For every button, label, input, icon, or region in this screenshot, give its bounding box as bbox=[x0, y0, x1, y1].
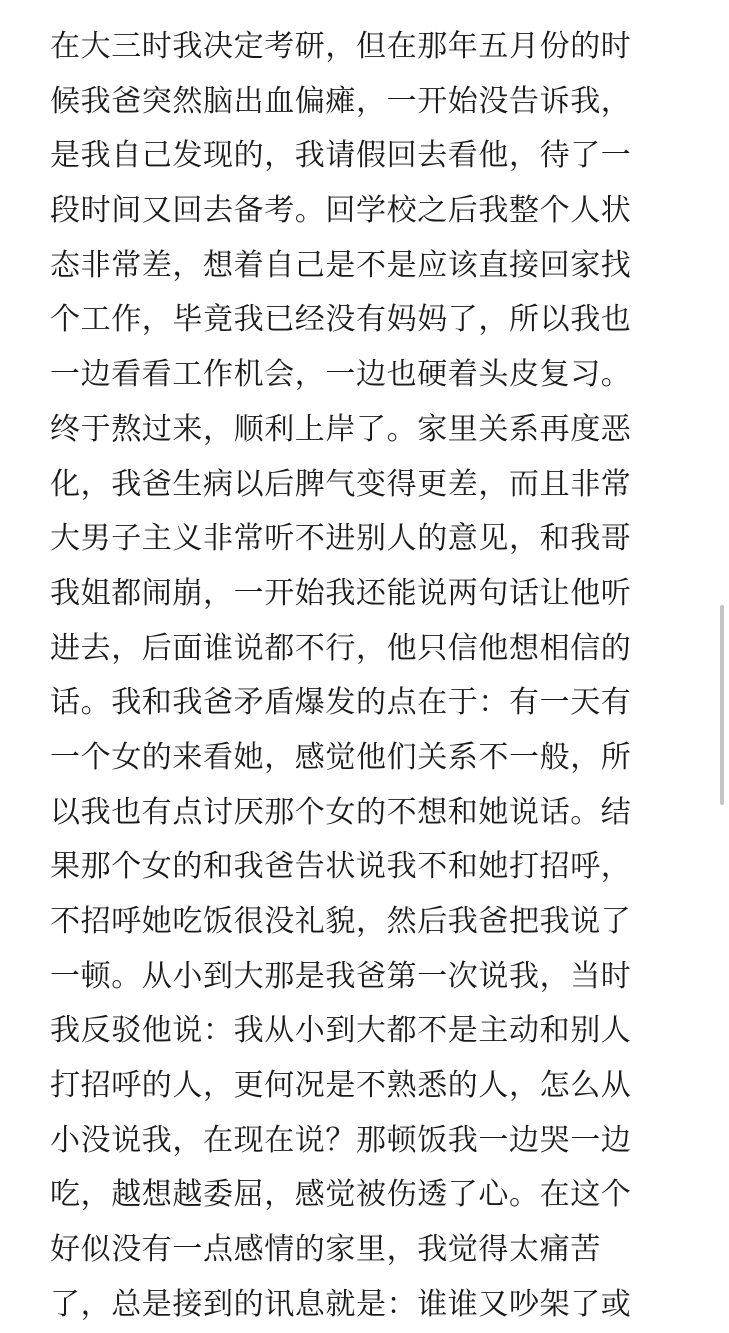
text-line: 果那个女的和我爸告状说我不和她打招呼， bbox=[50, 849, 632, 885]
text-line: 是我自己发现的，我请假回去看他，待了一 bbox=[50, 138, 632, 174]
text-line: 终于熬过来，顺利上岸了。家里关系再度恶 bbox=[50, 411, 632, 447]
text-line: 我反驳他说：我从小到大都不是主动和别人 bbox=[50, 1013, 632, 1049]
text-line: 不招呼她吃饭很没礼貌，然后我爸把我说了 bbox=[50, 904, 632, 939]
text-line: 吃，越想越委屈，感觉被伤透了心。在这个 bbox=[50, 1177, 632, 1213]
text-line: 以我也有点讨厌那个女的不想和她说话。结 bbox=[50, 794, 632, 830]
text-line: 进去，后面谁说都不行，他只信他想相信的 bbox=[50, 630, 632, 666]
text-line: 在大三时我决定考研，但在那年五月份的时 bbox=[50, 29, 632, 64]
scrollbar-thumb[interactable] bbox=[720, 605, 724, 805]
text-line: 化，我爸生病以后脾气变得更差，而且非常 bbox=[50, 466, 632, 502]
text-line: 候我爸突然脑出血偏瘫，一开始没告诉我， bbox=[50, 83, 632, 119]
text-line: 一个女的来看她，感觉他们关系不一般，所 bbox=[50, 739, 632, 775]
text-line: 个工作，毕竟我已经没有妈妈了，所以我也 bbox=[50, 302, 632, 338]
text-line: 一顿。从小到大那是我爸第一次说我，当时 bbox=[50, 958, 632, 994]
text-line: 好似没有一点感情的家里，我觉得太痛苦 bbox=[50, 1232, 601, 1268]
article-body bbox=[50, 20, 690, 1333]
text-line: 打招呼的人，更何况是不熟悉的人，怎么从 bbox=[50, 1068, 632, 1104]
text-line: 一边看看工作机会，一边也硬着头皮复习。 bbox=[50, 357, 632, 393]
text-line: 段时间又回去备考。回学校之后我整个人状 bbox=[50, 193, 632, 229]
text-line: 了，总是接到的讯息就是：谁谁又吵架了或 bbox=[50, 1286, 632, 1322]
text-line: 话。我和我爸矛盾爆发的点在于：有一天有 bbox=[50, 685, 632, 721]
text-line: 态非常差，想着自己是不是应该直接回家找 bbox=[50, 247, 632, 283]
text-line: 我姐都闹崩，一开始我还能说两句话让他听 bbox=[50, 575, 632, 611]
text-line: 大男子主义非常听不进别人的意见，和我哥 bbox=[50, 521, 632, 557]
text-line: 小没说我，在现在说？那顿饭我一边哭一边 bbox=[50, 1122, 632, 1158]
